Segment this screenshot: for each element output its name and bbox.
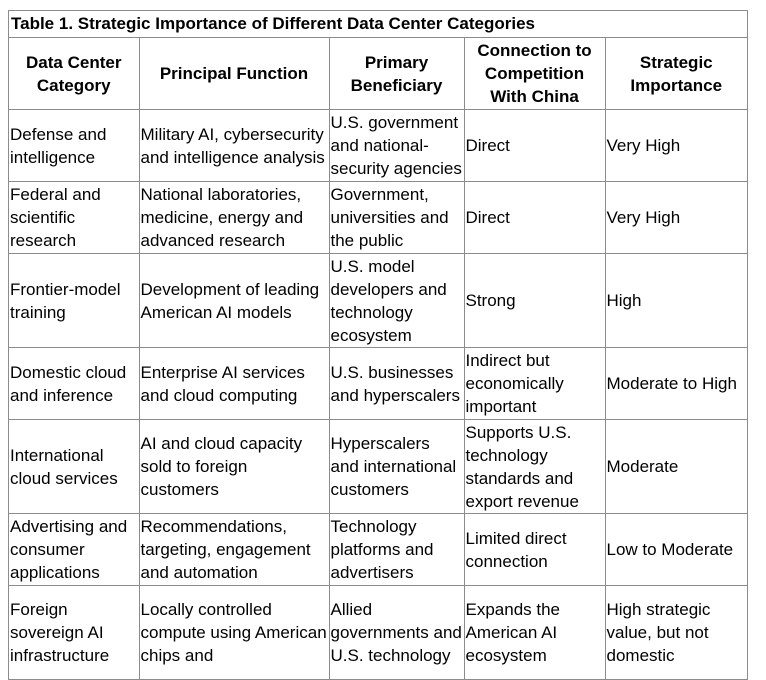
cell-importance: Moderate xyxy=(605,420,747,514)
table-row xyxy=(9,514,747,586)
cell-function: Enterprise AI services and cloud computing xyxy=(139,348,329,420)
table-row xyxy=(9,348,747,420)
cell-function: Development of leading American AI models xyxy=(139,254,329,348)
cell-importance: Low to Moderate xyxy=(605,514,747,586)
cell-category: Advertising and consumer applications xyxy=(9,514,139,586)
table-row xyxy=(9,182,747,254)
table-caption: Table 1. Strategic Importance of Different Data Center Categories xyxy=(9,11,747,38)
cell-function: National laboratories, medicine, energy and advanced research xyxy=(139,182,329,254)
header-connection-to-competition: Connection to Competition With China xyxy=(464,38,605,110)
table-row xyxy=(9,586,747,680)
cell-beneficiary: U.S. government and national-security agencies xyxy=(329,110,464,182)
strategic-importance-table-frame xyxy=(8,10,748,680)
header-strategic-importance: Strategic Importance xyxy=(605,38,747,110)
cell-beneficiary: Hyperscalers and international customers xyxy=(329,420,464,514)
header-principal-function: Principal Function xyxy=(139,38,329,110)
cell-connection: Indirect but economically important xyxy=(464,348,605,420)
table-row xyxy=(9,110,747,182)
cell-category: Foreign sovereign AI infrastructure xyxy=(9,586,139,680)
table-header-row xyxy=(9,38,747,110)
strategic-importance-table xyxy=(9,38,747,680)
cell-beneficiary: U.S. model developers and technology ecosystem xyxy=(329,254,464,348)
cell-beneficiary: Technology platforms and advertisers xyxy=(329,514,464,586)
cell-importance: Very High xyxy=(605,110,747,182)
cell-function: Locally controlled compute using American chips and xyxy=(139,586,329,680)
cell-category: Frontier-model training xyxy=(9,254,139,348)
header-primary-beneficiary: Primary Beneficiary xyxy=(329,38,464,110)
cell-importance: High strategic value, but not domestic xyxy=(605,586,747,680)
cell-category: Domestic cloud and inference xyxy=(9,348,139,420)
cell-function: Recommendations, targeting, engagement and automation xyxy=(139,514,329,586)
cell-connection: Supports U.S. technology standards and export revenue xyxy=(464,420,605,514)
table-row xyxy=(9,254,747,348)
cell-connection: Direct xyxy=(464,182,605,254)
cell-importance: Very High xyxy=(605,182,747,254)
cell-category: Defense and intelligence xyxy=(9,110,139,182)
cell-importance: Moderate to High xyxy=(605,348,747,420)
cell-beneficiary: Allied governments and U.S. technology xyxy=(329,586,464,680)
cell-connection: Limited direct connection xyxy=(464,514,605,586)
cell-connection: Expands the American AI ecosystem xyxy=(464,586,605,680)
cell-importance: High xyxy=(605,254,747,348)
table-row xyxy=(9,420,747,514)
cell-connection: Direct xyxy=(464,110,605,182)
cell-beneficiary: Government, universities and the public xyxy=(329,182,464,254)
cell-function: Military AI, cybersecurity and intelligence analysis xyxy=(139,110,329,182)
cell-function: AI and cloud capacity sold to foreign customers xyxy=(139,420,329,514)
cell-category: International cloud services xyxy=(9,420,139,514)
cell-connection: Strong xyxy=(464,254,605,348)
cell-beneficiary: U.S. businesses and hyperscalers xyxy=(329,348,464,420)
header-data-center-category: Data Center Category xyxy=(9,38,139,110)
cell-category: Federal and scientific research xyxy=(9,182,139,254)
